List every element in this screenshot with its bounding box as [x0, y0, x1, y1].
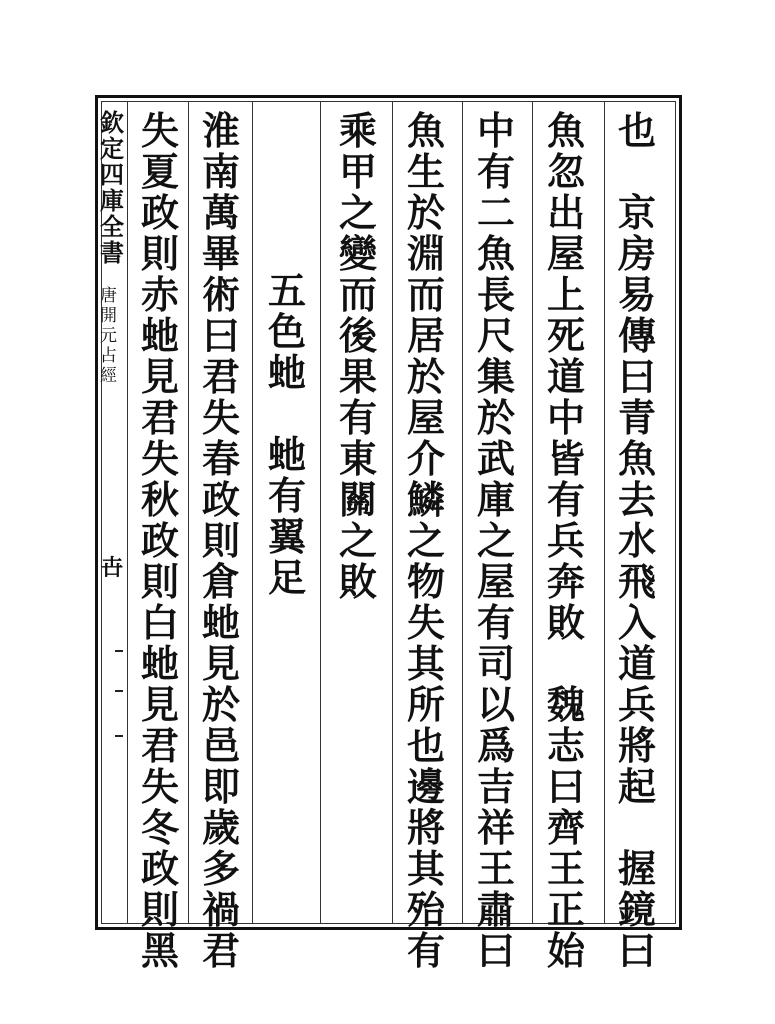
- text-character: 曰: [617, 928, 656, 973]
- text-character: 之: [406, 518, 445, 563]
- margin-character: 開: [100, 306, 117, 326]
- text-character: 失: [140, 764, 179, 809]
- text-character: 術: [201, 272, 240, 317]
- text-character: 邑: [201, 723, 240, 768]
- text-character: 赤: [140, 272, 179, 317]
- column-rule: [604, 101, 605, 924]
- text-character: 上: [546, 272, 585, 317]
- text-character: 色: [267, 309, 306, 354]
- text-character: 曰: [546, 764, 585, 809]
- column-rule: [127, 101, 128, 924]
- text-character: 之: [338, 190, 377, 235]
- text-character: 見: [140, 682, 179, 727]
- text-character: 將: [406, 805, 445, 850]
- column-rule: [188, 101, 189, 924]
- text-character: 道: [617, 641, 656, 686]
- text-character: 中: [546, 395, 585, 440]
- book-title: [100, 110, 124, 266]
- margin-character: 全: [100, 212, 124, 241]
- text-character: 屋: [406, 395, 445, 440]
- text-character: 乘: [338, 108, 377, 153]
- text-character: 足: [267, 555, 306, 600]
- text-character: 後: [338, 313, 377, 358]
- text-character: 政: [140, 190, 179, 235]
- text-character: 爲: [476, 723, 515, 768]
- text-character: 敗: [338, 559, 377, 604]
- text-character: 兵: [617, 682, 656, 727]
- text-character: 君: [201, 354, 240, 399]
- column-rule: [252, 101, 253, 924]
- margin-column: [100, 110, 124, 580]
- text-character: 生: [406, 149, 445, 194]
- margin-character: 定: [100, 134, 124, 163]
- margin-character: 元: [100, 326, 117, 346]
- text-character: 有: [546, 477, 585, 522]
- text-character: 東: [338, 436, 377, 481]
- text-character: 春: [201, 436, 240, 481]
- text-column-4: [406, 110, 446, 971]
- text-character: 皆: [546, 436, 585, 481]
- text-character: 司: [476, 641, 515, 686]
- text-character: 有: [476, 600, 515, 645]
- text-character: 政: [140, 846, 179, 891]
- text-character: 甲: [338, 149, 377, 194]
- text-character: 飛: [617, 559, 656, 604]
- text-column-7: [201, 110, 241, 971]
- text-character: 淵: [406, 231, 445, 276]
- text-character: 出: [546, 190, 585, 235]
- text-character: 君: [140, 395, 179, 440]
- text-character: 曰: [476, 928, 515, 973]
- margin-character: 書: [100, 238, 124, 267]
- text-character: 以: [476, 682, 515, 727]
- edge-mark: [115, 690, 123, 692]
- text-column-8: [140, 110, 180, 971]
- text-character: 失: [140, 436, 179, 481]
- text-character: 忽: [546, 149, 585, 194]
- text-character: 夏: [140, 149, 179, 194]
- text-character: 居: [406, 313, 445, 358]
- text-character: 虵: [201, 600, 240, 645]
- text-character: 介: [406, 436, 445, 481]
- text-character: 翼: [267, 514, 306, 559]
- text-character: 萬: [201, 190, 240, 235]
- text-character: 有: [267, 473, 306, 518]
- margin-character: 經: [100, 366, 117, 386]
- text-character: 也: [617, 108, 656, 153]
- text-character: 魚: [406, 108, 445, 153]
- text-character: 去: [617, 477, 656, 522]
- text-character: 屋: [476, 559, 515, 604]
- text-character: 南: [201, 149, 240, 194]
- text-character: 青: [617, 395, 656, 440]
- text-character: 鱗: [406, 477, 445, 522]
- text-character: 中: [476, 108, 515, 153]
- column-rule: [462, 101, 463, 924]
- text-character: 殆: [406, 887, 445, 932]
- text-character: 有: [406, 928, 445, 973]
- text-character: 有: [476, 149, 515, 194]
- text-character: 虵: [140, 313, 179, 358]
- text-character: 握: [617, 846, 656, 891]
- text-character: 傳: [617, 313, 656, 358]
- text-character: 政: [140, 518, 179, 563]
- text-character: 志: [546, 723, 585, 768]
- text-character: 淮: [201, 108, 240, 153]
- text-character: 也: [406, 723, 445, 768]
- text-column-2: [546, 110, 586, 971]
- edge-mark: [115, 650, 123, 652]
- text-column-1: [617, 110, 657, 971]
- text-character: 君: [201, 928, 240, 973]
- text-character: 其: [406, 846, 445, 891]
- text-character: 肅: [476, 887, 515, 932]
- text-column-5: [338, 110, 378, 602]
- margin-character: 庫: [100, 186, 124, 215]
- text-character: 畢: [201, 231, 240, 276]
- text-character: 虵: [140, 641, 179, 686]
- text-character: 兵: [546, 518, 585, 563]
- text-character: 虵: [267, 350, 306, 395]
- text-character: 失: [406, 600, 445, 645]
- text-character: 物: [406, 559, 445, 604]
- text-character: 所: [406, 682, 445, 727]
- text-character: 邊: [406, 764, 445, 809]
- text-character: 即: [201, 764, 240, 809]
- text-character: 有: [338, 395, 377, 440]
- column-rule: [392, 101, 393, 924]
- text-character: 水: [617, 518, 656, 563]
- text-character: 黑: [140, 928, 179, 973]
- text-character: 於: [406, 354, 445, 399]
- text-character: 失: [201, 395, 240, 440]
- text-character: 王: [546, 846, 585, 891]
- text-character: 集: [476, 354, 515, 399]
- margin-character: 四: [100, 160, 124, 189]
- column-rule: [532, 101, 533, 924]
- text-column-6: [267, 110, 307, 598]
- text-character: 庫: [476, 477, 515, 522]
- text-character: 其: [406, 641, 445, 686]
- text-character: 入: [617, 600, 656, 645]
- text-character: 屋: [546, 231, 585, 276]
- chapter-title: [100, 286, 124, 386]
- text-character: 之: [476, 518, 515, 563]
- text-character: 尺: [476, 313, 515, 358]
- text-character: 則: [140, 231, 179, 276]
- text-character: 白: [140, 600, 179, 645]
- page-number: [101, 556, 123, 580]
- column-rule: [320, 101, 321, 924]
- text-character: 魚: [546, 108, 585, 153]
- text-character: 而: [338, 272, 377, 317]
- text-character: 君: [140, 723, 179, 768]
- text-character: 變: [338, 231, 377, 276]
- text-character: 易: [617, 272, 656, 317]
- text-character: 歲: [201, 805, 240, 850]
- margin-character: 欽: [100, 108, 124, 137]
- text-character: 見: [140, 354, 179, 399]
- margin-character: 唐: [100, 286, 117, 306]
- text-character: 魚: [617, 436, 656, 481]
- text-character: 之: [338, 518, 377, 563]
- text-character: 禍: [201, 887, 240, 932]
- text-character: 則: [140, 887, 179, 932]
- text-character: 虵: [267, 432, 306, 477]
- text-character: 起: [617, 764, 656, 809]
- text-character: 失: [140, 108, 179, 153]
- text-character: 鏡: [617, 887, 656, 932]
- text-character: 長: [476, 272, 515, 317]
- text-character: 奔: [546, 559, 585, 604]
- text-character: 魏: [546, 682, 585, 727]
- text-character: 死: [546, 313, 585, 358]
- text-character: 二: [476, 190, 515, 235]
- text-character: 武: [476, 436, 515, 481]
- text-character: 祥: [476, 805, 515, 850]
- text-character: 道: [546, 354, 585, 399]
- text-character: 則: [201, 518, 240, 563]
- text-character: 京: [617, 190, 656, 235]
- text-character: 敗: [546, 600, 585, 645]
- margin-character: 卋: [100, 555, 123, 581]
- text-character: 王: [476, 846, 515, 891]
- text-character: 始: [546, 928, 585, 973]
- text-character: 吉: [476, 764, 515, 809]
- text-character: 將: [617, 723, 656, 768]
- text-character: 關: [338, 477, 377, 522]
- text-character: 房: [617, 231, 656, 276]
- text-character: 曰: [201, 313, 240, 358]
- margin-character: 占: [100, 346, 117, 366]
- text-character: 秋: [140, 477, 179, 522]
- text-character: 齊: [546, 805, 585, 850]
- text-character: 五: [267, 268, 306, 313]
- text-character: 則: [140, 559, 179, 604]
- text-character: 倉: [201, 559, 240, 604]
- text-character: 於: [476, 395, 515, 440]
- text-character: 見: [201, 641, 240, 686]
- text-character: 而: [406, 272, 445, 317]
- text-character: 政: [201, 477, 240, 522]
- text-character: 正: [546, 887, 585, 932]
- text-column-3: [476, 110, 516, 971]
- text-character: 魚: [476, 231, 515, 276]
- text-character: 於: [406, 190, 445, 235]
- text-character: 果: [338, 354, 377, 399]
- edge-mark: [115, 735, 123, 737]
- text-character: 多: [201, 846, 240, 891]
- text-character: 於: [201, 682, 240, 727]
- text-character: 曰: [617, 354, 656, 399]
- text-character: 冬: [140, 805, 179, 850]
